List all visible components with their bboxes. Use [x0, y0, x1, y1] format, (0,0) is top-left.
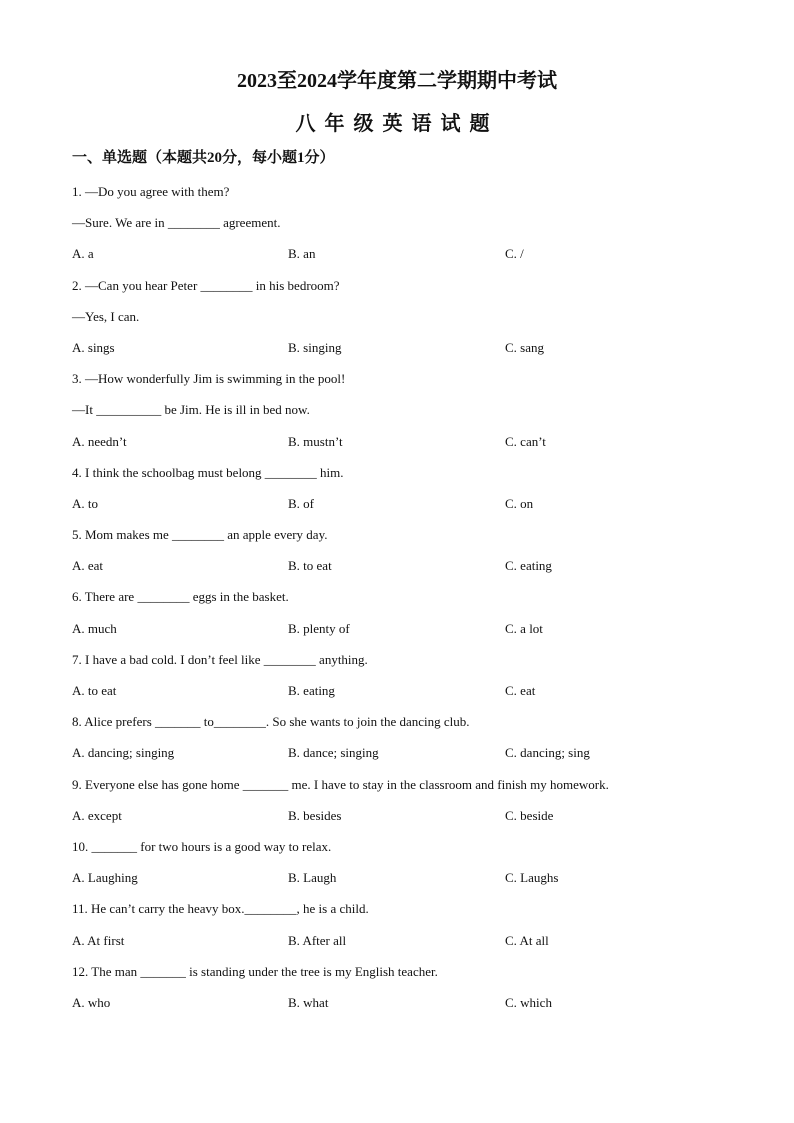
- option-a: A. much: [72, 620, 117, 636]
- option-a: A. to eat: [72, 683, 117, 698]
- options-row: [72, 800, 732, 831]
- question-3: [72, 363, 732, 457]
- option-c: C. eating: [505, 558, 552, 574]
- option-c: C. sang: [505, 339, 544, 355]
- options-row: [72, 613, 732, 644]
- option-c: C. which: [505, 994, 552, 1010]
- option-b: B. eating: [288, 683, 335, 698]
- option-b: B. besides: [288, 807, 342, 823]
- options-row: [72, 737, 732, 768]
- question-11: [72, 893, 732, 955]
- option-b: B. singing: [288, 339, 342, 355]
- question-stem: 7. I have a bad cold. I don’t feel like ________ anything.: [72, 651, 368, 667]
- option-b: B. of: [288, 495, 314, 511]
- question-stem-line: —It __________ be Jim. He is ill in bed now.: [72, 402, 310, 418]
- options-row: [72, 426, 732, 457]
- question-6: [72, 581, 732, 643]
- option-c: C. dancing; sing: [505, 745, 590, 761]
- exam-title: 2023至2024学年度第二学期期中考试: [237, 70, 557, 92]
- option-a: A. needn’t: [72, 433, 127, 449]
- question-stem: 5. Mom makes me ________ an apple every day.: [72, 527, 328, 543]
- question-stem: 9. Everyone else has gone home _______ me. I have to stay in the classroom and finish my homework.: [72, 776, 609, 792]
- option-c: C. a lot: [505, 620, 543, 636]
- options-row: [72, 862, 732, 893]
- option-c: C. Laughs: [505, 870, 559, 886]
- options-row: [72, 925, 732, 956]
- question-2: [72, 270, 732, 364]
- option-c: C. /: [505, 246, 524, 262]
- question-7: [72, 644, 732, 706]
- option-c: C. At all: [505, 932, 549, 948]
- options-row: [72, 675, 732, 706]
- option-b: B. to eat: [288, 558, 332, 574]
- question-stem: 2. —Can you hear Peter ________ in his bedroom?: [72, 277, 340, 293]
- question-stem: 8. Alice prefers _______ to________. So she wants to join the dancing club.: [72, 714, 470, 730]
- option-a: A. eat: [72, 558, 104, 574]
- exam-subtitle: 八年级英语试题: [295, 113, 499, 135]
- option-b: B. dance; singing: [288, 745, 379, 761]
- options-row: [72, 238, 732, 269]
- question-1: [72, 176, 732, 270]
- options-row: [72, 488, 732, 519]
- option-b: B. plenty of: [288, 620, 350, 636]
- question-stem-line: —Yes, I can.: [72, 308, 140, 324]
- option-a: A. who: [72, 994, 111, 1010]
- question-list: [72, 176, 732, 1018]
- question-stem: 4. I think the schoolbag must belong ________ him.: [72, 464, 344, 480]
- question-stem: 1. —Do you agree with them?: [72, 184, 230, 199]
- option-b: B. Laugh: [288, 870, 337, 886]
- question-stem: 12. The man _______ is standing under the tree is my English teacher.: [72, 963, 438, 979]
- question-4: [72, 457, 732, 519]
- option-a: A. dancing; singing: [72, 745, 175, 761]
- question-10: [72, 831, 732, 893]
- question-5: [72, 519, 732, 581]
- question-9: [72, 769, 732, 831]
- section-heading: 一、单选题（本题共20分，每小题1分）: [72, 150, 335, 166]
- option-b: B. After all: [288, 932, 347, 948]
- question-stem: 6. There are ________ eggs in the basket.: [72, 589, 289, 605]
- option-a: A. At first: [72, 932, 125, 948]
- question-12: [72, 956, 732, 1018]
- question-stem: 10. _______ for two hours is a good way to relax.: [72, 838, 332, 854]
- options-row: [72, 332, 732, 363]
- option-a: A. sings: [72, 339, 115, 355]
- option-b: B. an: [288, 246, 316, 262]
- question-8: [72, 706, 732, 768]
- option-c: C. can’t: [505, 433, 546, 449]
- option-a: A. Laughing: [72, 870, 138, 886]
- option-b: B. mustn’t: [288, 433, 343, 449]
- options-row: [72, 987, 732, 1018]
- question-stem: 11. He can’t carry the heavy box.________, he is a child.: [72, 901, 369, 917]
- option-a: A. a: [72, 246, 94, 262]
- question-stem: 3. —How wonderfully Jim is swimming in the pool!: [72, 371, 346, 387]
- option-c: C. eat: [505, 683, 536, 698]
- options-row: [72, 550, 732, 581]
- option-a: A. to: [72, 495, 98, 511]
- option-c: C. beside: [505, 807, 554, 823]
- option-a: A. except: [72, 807, 122, 823]
- option-c: C. on: [505, 495, 534, 511]
- option-b: B. what: [288, 994, 329, 1010]
- question-stem-line: —Sure. We are in ________ agreement.: [72, 215, 281, 231]
